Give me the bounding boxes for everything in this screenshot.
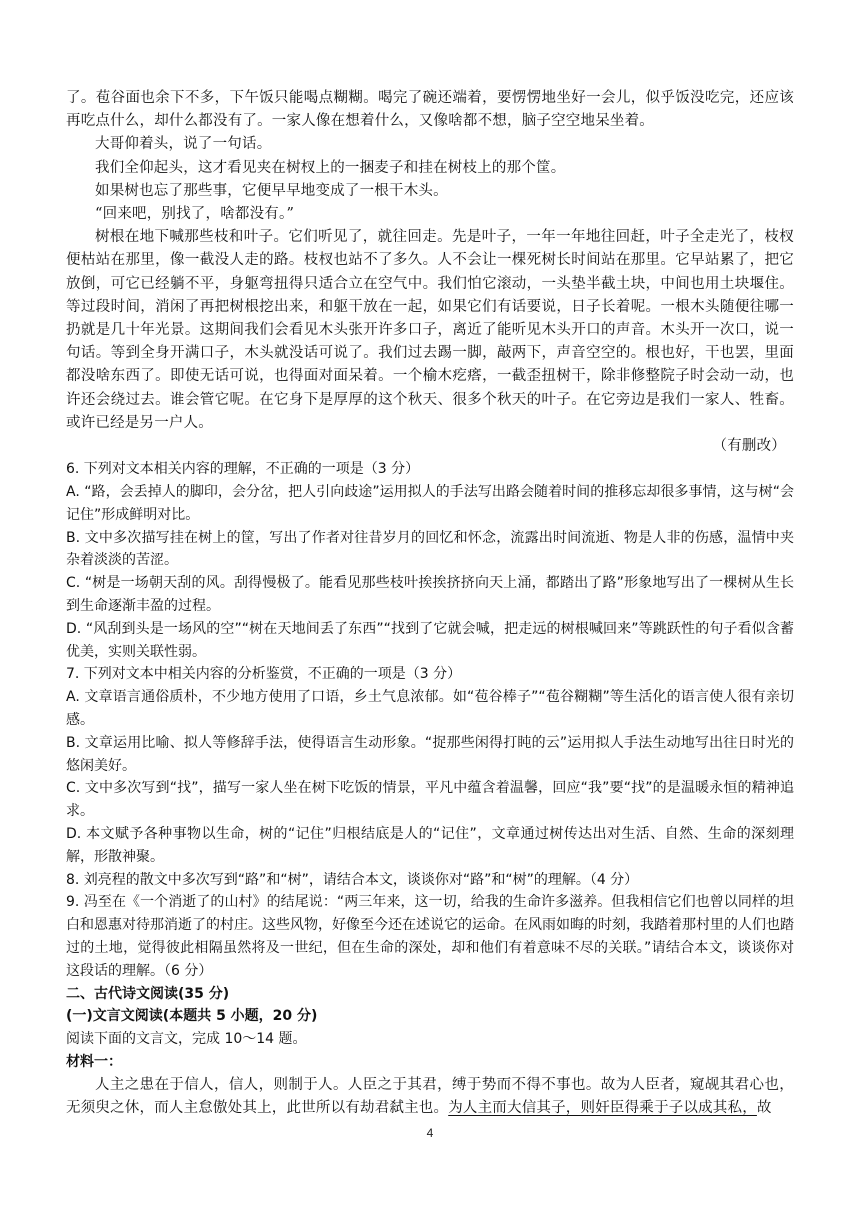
section-heading: 二、古代诗文阅读(35 分): [66, 985, 230, 1002]
reading-instruction: 阅读下面的文言文，完成 10～14 题。: [66, 1031, 307, 1048]
material-text: 人主之患在于信人，信人，则制于人。人臣之于其君，缚于势而不得不事也。故为人臣者，窥觇其君心也，无须臾之休，而人主怠傲处其上，此世所以有劫君弑主也。: [66, 1076, 794, 1116]
material-paragraph: [66, 1074, 794, 1120]
question-6-option-c: C. “树是一场朝天刮的风。刮得慢极了。能看见那些枝叶挨挨挤挤向天上涌，都踏出了路”形象地写出了一棵树从生长到生命逐渐丰盈的过程。: [66, 575, 794, 615]
story-paragraph: 了。苞谷面也余下不多，下午饭只能喝点糊糊。喝完了碗还端着，要愣愣地坐好一会儿，似乎饭没吃完，还应该再吃点什么，却什么都没有了。一家人像在想着什么，又像啥都不想，脑子空空地呆坐着。: [66, 90, 794, 130]
question-7-option-b: B. 文章运用比喻、拟人等修辞手法，使得语言生动形象。“捉那些闲得打盹的云”运用拟人手法生动地写出往日时光的悠闲美好。: [66, 734, 794, 774]
page-content: [66, 87, 794, 1120]
story-paragraph: 树根在地下喊那些枝和叶子。它们听见了，就往回走。先是叶子，一年一年地往回赶，叶子全走光了，枝杈便枯站在那里，像一截没人走的路。枝杈也站不了多久。人不会让一棵死树长时间站在那里。它早站累了，把它放倒，可它已经躺不平，身躯弯扭得只适合立在空气中。我们怕它滚动，一头垫半截土块，中间也用土块堰住。等过段时间，消闲了再把树根挖出来，和躯干放在一起，如果它们有话要说，日子长着呢。一根木头随便往哪一扔就是几十年光景。这期间我们会看见木头张开许多口子，离近了能听见木头开口的声音。木头开一次口，说一句话。等到全身开满口子，木头就没话可说了。我们过去踢一脚，敲两下，声音空空的。根也好，干也罢，里面都没啥东西了。即使无话可说，也得面对面呆着。一个榆木疙瘩，一截歪扭树干，除非修整院子时会动一动，也许还会绕过去。谁会管它呢。在它身下是厚厚的这个秋天、很多个秋天的叶子。在它旁边是我们一家人、牲畜。或许已经是另一户人。: [66, 229, 794, 431]
subsection-heading: (一)文言文阅读(本题共 5 小题，20 分): [66, 1008, 318, 1025]
question-6-option-d: D. “风刮到头是一场风的空”“树在天地间丢了东西”“找到了它就会喊，把走远的树根喊回来”等跳跃性的句子看似含蓄优美，实则关联性弱。: [66, 620, 794, 660]
edit-note: （有删改）: [712, 438, 786, 455]
story-paragraph: 大哥仰着头，说了一句话。: [95, 136, 272, 153]
question-7-option-a: A. 文章语言通俗质朴，不少地方使用了口语，乡土气息浓郁。如“苞谷棒子”“苞谷糊糊”等生活化的语言使人很有亲切感。: [66, 689, 794, 729]
question-6-option-a: A. “路，会丢掉人的脚印，会分岔，把人引向歧途”运用拟人的手法写出路会随着时间的推移忘却很多事情，这与树“会记住”形成鲜明对比。: [66, 484, 794, 523]
story-excerpt: [66, 87, 794, 458]
question-7-option-c: C. 文中多次写到“找”，描写一家人坐在树下吃饭的情景，平凡中蕴含着温馨，回应“我”要“找”的是温暖永恒的精神追求。: [66, 780, 794, 820]
question-6: 6. 下列对文本相关内容的理解，不正确的一项是（3 分）: [66, 461, 420, 478]
material-text-tail: 故: [756, 1099, 772, 1116]
story-paragraph: 如果树也忘了那些事，它便早早地变成了一根干木头。: [95, 182, 448, 199]
question-8: 8. 刘亮程的散文中多次写到“路”和“树”，请结合本文，谈谈你对“路”和“树”的理解。（4 分）: [66, 871, 639, 888]
question-7: 7. 下列对文本中相关内容的分析鉴赏，不正确的一项是（3 分）: [66, 666, 462, 683]
classical-text: [66, 1074, 794, 1120]
question-6-option-b: B. 文中多次描写挂在树上的筐，写出了作者对往昔岁月的回忆和怀念，流露出时间流逝、物是人非的伤感，温情中夹杂着淡淡的苦涩。: [66, 529, 794, 569]
material-label: 材料一：: [66, 1053, 122, 1070]
underlined-sentence: 为人主而大信其子，则奸臣得乘于子以成其私，: [448, 1099, 757, 1116]
question-7-option-d: D. 本文赋予各种事物以生命，树的“记住”归根结底是人的“记住”，文章通过树传达出对生活、自然、生命的深刻理解，形散神聚。: [66, 826, 794, 865]
questions-block: [66, 458, 794, 1074]
story-quote: “回来吧，别找了，啥都没有。”: [95, 206, 295, 223]
page-number: 4: [426, 1126, 434, 1140]
story-paragraph: 我们全仰起头，这才看见夹在树杈上的一捆麦子和挂在树枝上的那个筐。: [95, 159, 566, 176]
question-9: 9. 冯至在《一个消逝了的山村》的结尾说：“两三年来，这一切，给我的生命许多滋养。但我相信它们也曾以同样的坦白和恩惠对待那消逝了的村庄。这些风物，好像至今还在述说它的运命。在风雨如晦的时刻，我踏着那村里的人们也踏过的土地，觉得彼此相隔虽然将及一世纪，但在生命的深处，却和他们有着意味不尽的关联。”请结合本文，谈谈你对这段话的理解。（6 分）: [66, 894, 794, 979]
